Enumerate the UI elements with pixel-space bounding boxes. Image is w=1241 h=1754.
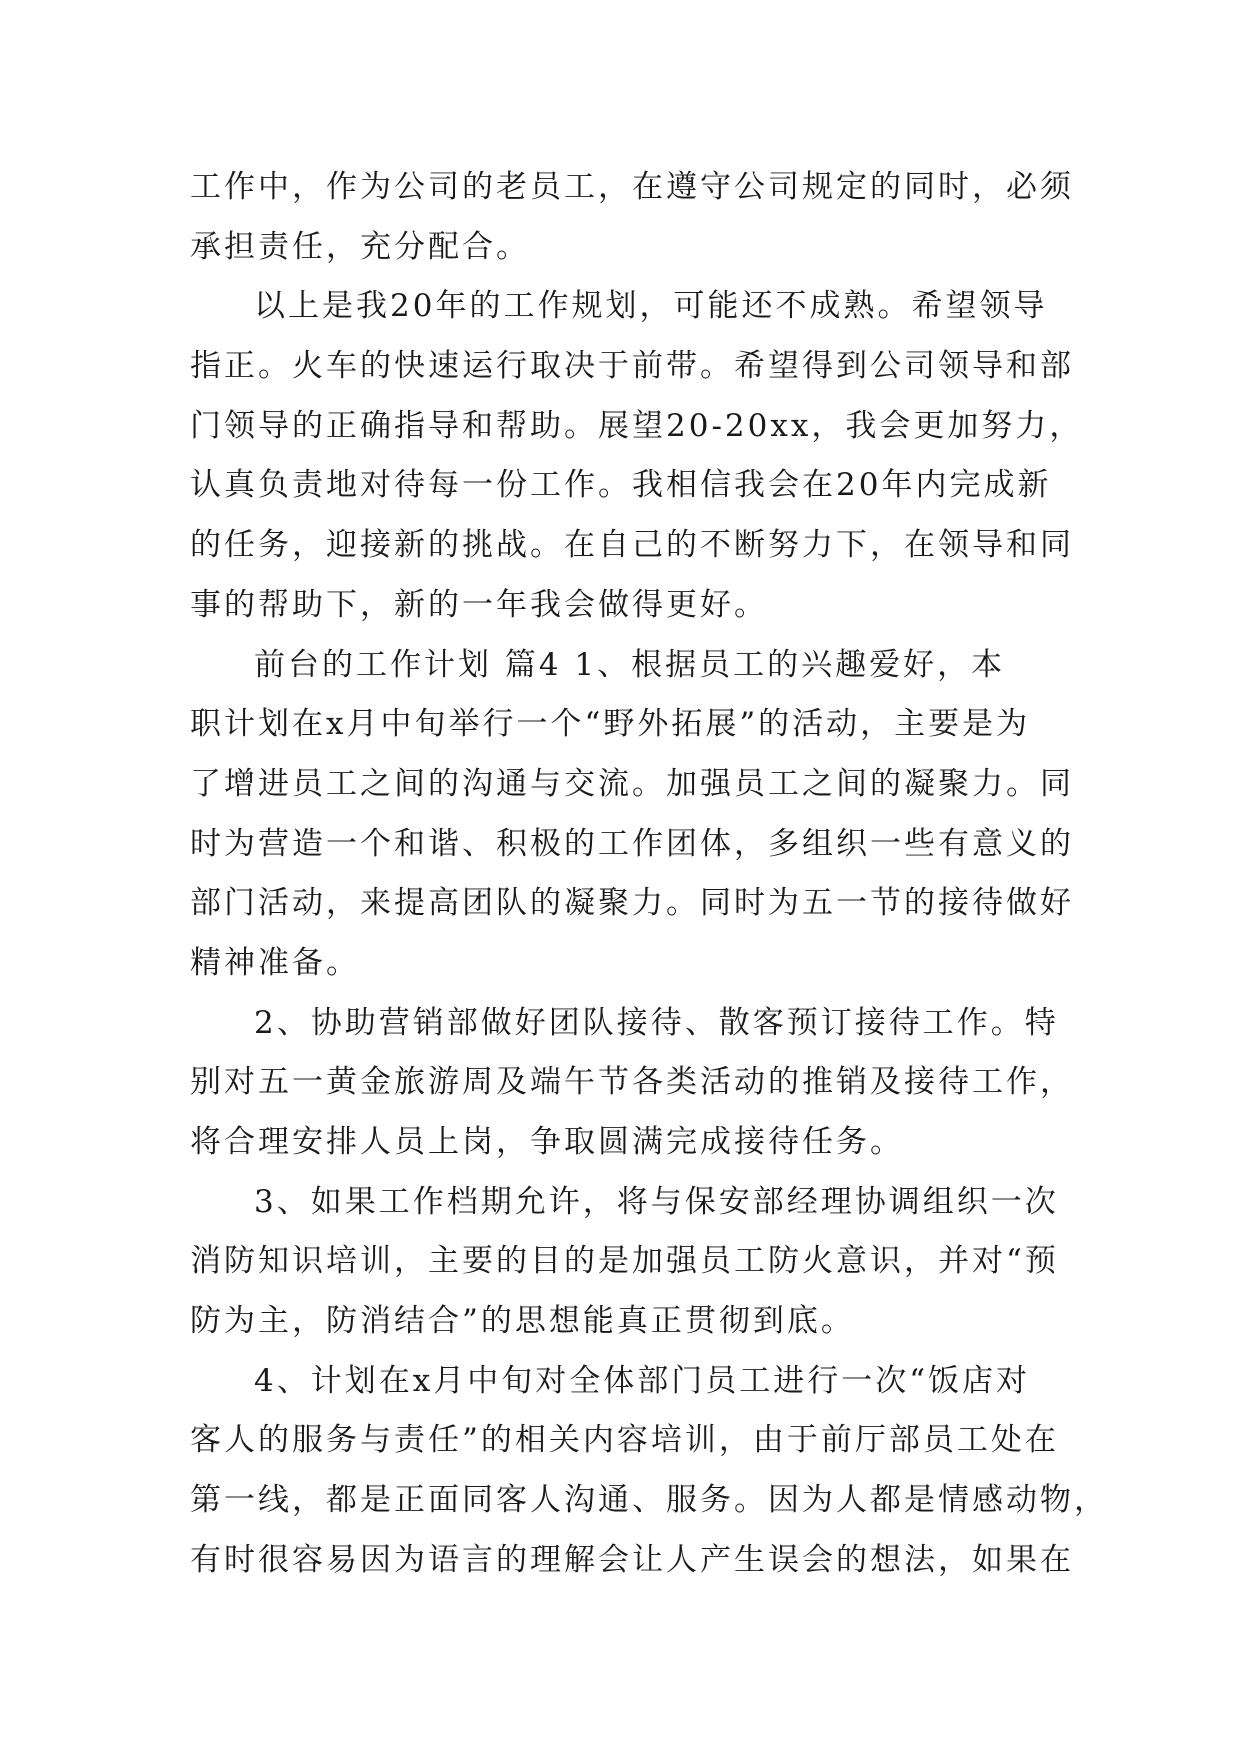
text-line: 了增进员工之间的沟通与交流。加强员工之间的凝聚力。同 <box>190 765 1074 802</box>
text-line: 第一线，都是正面同客人沟通、服务。因为人都是情感动物， <box>190 1482 1108 1519</box>
text-line: 消防知识培训，主要的目的是加强员工防火意识，并对“预 <box>190 1243 1059 1280</box>
text-line: 防为主，防消结合”的思想能真正贯彻到底。 <box>190 1303 855 1340</box>
text-line: 时为营造一个和谐、积极的工作团体，多组织一些有意义的 <box>190 825 1074 862</box>
text-line: 2、协助营销部做好团队接待、散客预订接待工作。特 <box>254 1004 1059 1041</box>
text-line: 承担责任，充分配合。 <box>190 228 530 265</box>
text-line: 将合理安排人员上岗，争取圆满完成接待任务。 <box>190 1124 904 1160</box>
text-line: 职计划在x月中旬举行一个“野外拓展”的活动，主要是为 <box>190 706 1031 743</box>
text-line: 有时很容易因为语言的理解会让人产生误会的想法，如果在 <box>190 1541 1074 1578</box>
text-line: 别对五一黄金旅游周及端午节各类活动的推销及接待工作， <box>190 1064 1074 1101</box>
text-line: 指正。火车的快速运行取决于前带。希望得到公司领导和部 <box>190 348 1074 385</box>
text-line: 的任务，迎接新的挑战。在自己的不断努力下，在领导和同 <box>190 527 1074 564</box>
text-line: 认真负责地对待每一份工作。我相信我会在20年内完成新 <box>190 467 1052 504</box>
text-line: 工作中，作为公司的老员工，在遵守公司规定的同时，必须 <box>190 169 1074 205</box>
text-line: 部门活动，来提高团队的凝聚力。同时为五一节的接待做好 <box>190 885 1074 922</box>
document-body <box>190 158 1108 1591</box>
text-line: 4、计划在x月中旬对全体部门员工进行一次“饭店对 <box>254 1362 1031 1399</box>
text-line: 以上是我20年的工作规划，可能还不成熟。希望领导 <box>254 288 1048 325</box>
text-line: 前台的工作计划 篇4 1、根据员工的兴趣爱好，本 <box>254 646 1006 683</box>
text-line: 事的帮助下，新的一年我会做得更好。 <box>190 586 768 623</box>
text-line: 精神准备。 <box>190 944 360 981</box>
text-line: 3、如果工作档期允许，将与保安部经理协调组织一次 <box>254 1183 1059 1220</box>
text-line: 门领导的正确指导和帮助。展望20-20xx，我会更加努力， <box>190 407 1084 444</box>
text-line: 客人的服务与责任”的相关内容培训，由于前厅部员工处在 <box>190 1422 1059 1459</box>
